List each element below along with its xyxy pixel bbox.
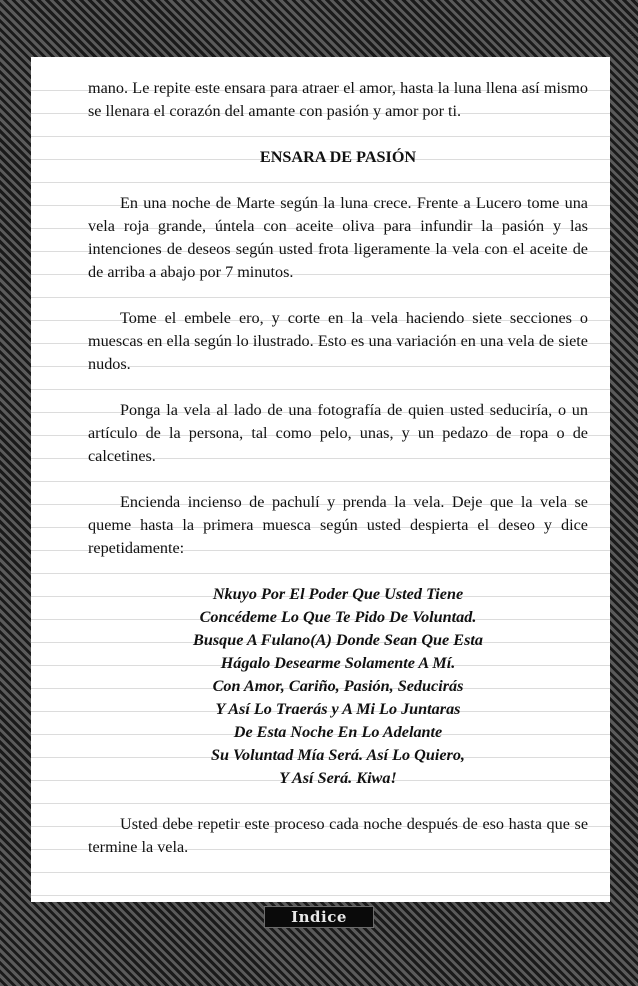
prayer-line: Nkuyo Por El Poder Que Usted Tiene bbox=[212, 585, 464, 603]
prayer-line: De Esta Noche En Lo Adelante bbox=[233, 723, 443, 741]
prayer-line: Concédeme Lo Que Te Pido De Voluntad. bbox=[199, 608, 477, 626]
intro-paragraph: mano. Le repite este ensara para atraer el amor, hasta la luna llena así mismo se llenara el corazón del amante con pasión y amor por ti. bbox=[88, 79, 588, 120]
prayer-block bbox=[88, 583, 588, 790]
document-page bbox=[31, 57, 610, 902]
prayer-line: Busque A Fulano(A) Donde Sean Que Esta bbox=[193, 631, 483, 649]
prayer-line: Y Así Será. Kiwa! bbox=[279, 769, 397, 787]
prayer-line: Con Amor, Cariño, Pasión, Seducirás bbox=[212, 677, 464, 695]
closing-paragraph: Usted debe repetir este proceso cada noche después de eso hasta que se termine la vela. bbox=[88, 815, 588, 856]
prayer-line: Y Así Lo Traerás y A Mi Lo Juntaras bbox=[215, 700, 461, 718]
paragraph-1: En una noche de Marte según la luna crece. Frente a Lucero tome una vela roja grande, úntela con aceite oliva para infundir la pasión y las intenciones de deseos según usted frota ligeramente la vela con el aceite de de arriba a abajo por 7 minutos. bbox=[88, 194, 588, 281]
prayer-line: Hágalo Desearme Solamente A Mí. bbox=[220, 654, 456, 672]
paragraph-4: Encienda incienso de pachulí y prenda la vela. Deje que la vela se queme hasta la primera muesca según usted despierta el deseo y dice repetidamente: bbox=[88, 493, 588, 557]
document-body bbox=[88, 77, 588, 859]
section-heading: ENSARA DE PASIÓN bbox=[259, 148, 417, 166]
prayer-line: Su Voluntad Mía Será. Así Lo Quiero, bbox=[211, 746, 465, 764]
paragraph-3: Ponga la vela al lado de una fotografía de quien usted seduciría, o un artículo de la persona, tal como pelo, unas, y un pedazo de ropa o de calcetines. bbox=[88, 401, 588, 465]
index-button[interactable]: Indice bbox=[264, 906, 374, 928]
paragraph-2: Tome el embele ero, y corte en la vela haciendo siete secciones o muescas en ella según lo ilustrado. Esto es una variación en una vela de siete nudos. bbox=[88, 309, 588, 373]
